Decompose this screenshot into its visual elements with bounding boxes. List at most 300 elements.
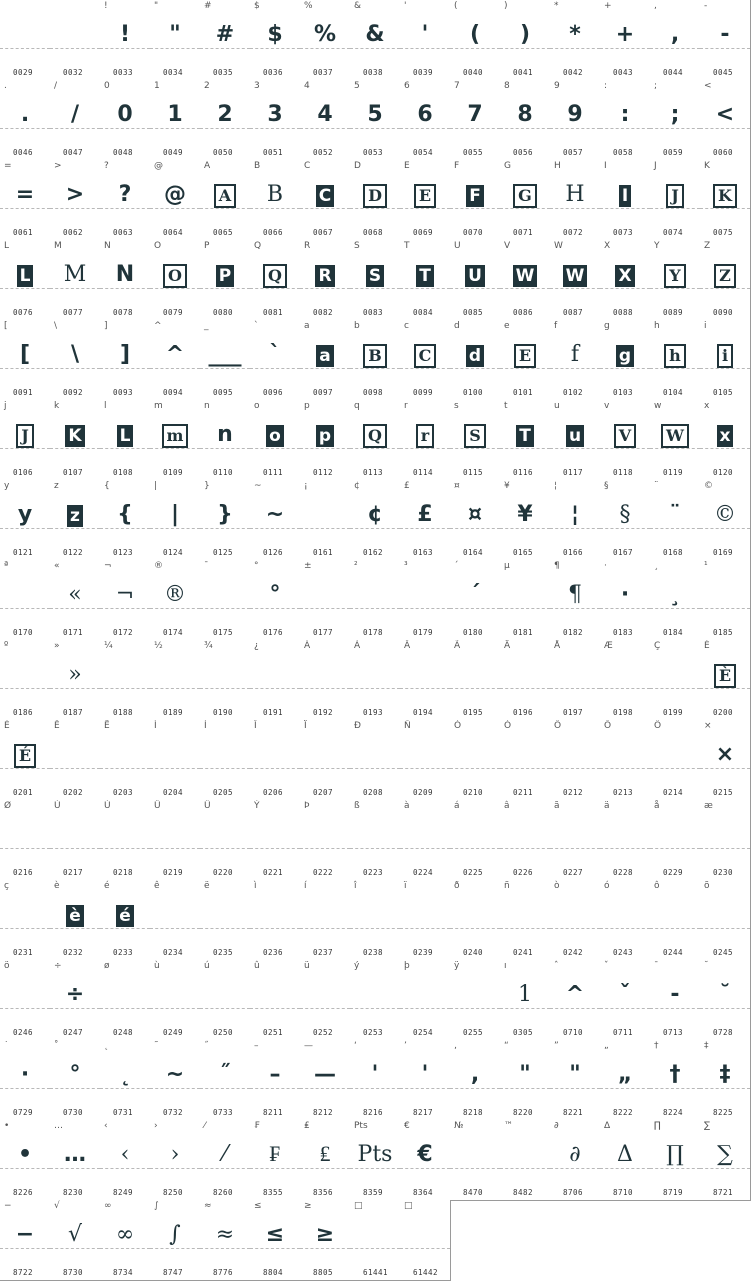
glyph-cell [150,640,201,721]
glyph-cell [500,640,551,721]
code-label: 0711 [613,1028,634,1037]
code-label: 0121 [13,548,34,557]
glyph-preview: 0 [117,102,133,127]
character-label: » [54,641,60,651]
character-label: É [4,721,10,731]
code-label: 0097 [313,388,334,397]
glyph-preview: * [569,22,581,47]
character-label: ˝ [204,1041,209,1051]
glyph-cell [450,880,501,961]
character-label: 0 [104,81,110,91]
code-label: 0038 [363,68,384,77]
code-label: 0184 [663,628,684,637]
code-label: 0092 [63,388,84,397]
glyph-cell [400,720,451,801]
glyph-preview: Q [350,420,400,450]
code-label: 0204 [163,788,184,797]
code-label: 0123 [113,548,134,557]
glyph-cell [150,1040,201,1121]
glyph-preview: [ [19,342,31,367]
code-label: 0046 [13,148,34,157]
glyph-preview: D [350,180,400,210]
character-label: l [104,401,107,411]
code-label: 8225 [713,1108,734,1117]
character-label: Δ [604,1121,611,1131]
glyph-cell [50,1200,101,1281]
character-label: Þ [304,801,310,811]
glyph-preview: n [217,422,233,447]
code-label: 0224 [413,868,434,877]
character-label: i [704,321,707,331]
baseline-guide [450,848,500,849]
glyph-cell [550,320,601,401]
character-label: Æ [604,641,613,651]
code-label: 0174 [163,628,184,637]
glyph-cell [300,400,351,481]
glyph-cell [100,640,151,721]
glyph-preview: A [200,180,250,210]
baseline-guide [450,1168,500,1169]
code-label: 0212 [563,788,584,797]
character-label: 1 [154,81,160,91]
glyph-cell [450,400,501,481]
glyph-cell [350,160,401,241]
character-label: ‚ [454,1041,457,1051]
glyph-preview: — [314,1062,336,1087]
character-label: ∑ [704,1121,711,1131]
glyph-cell [150,240,201,321]
glyph-preview: 8 [517,102,533,127]
character-label: ¯ [204,561,209,571]
baseline-guide [650,928,700,929]
glyph-cell [50,1040,101,1121]
character-label: ¥ [504,481,510,491]
character-label: Ñ [404,721,411,731]
character-label: □ [404,1201,413,1211]
character-label: á [454,801,460,811]
glyph-preview: m [150,420,200,450]
code-label: 0115 [463,468,484,477]
baseline-guide [650,768,700,769]
glyph-preview: " [169,22,181,47]
glyph-cell [650,560,701,641]
glyph-preview: = [15,182,35,207]
code-label: 0731 [113,1108,134,1117]
code-label: 0163 [413,548,434,557]
character-label: q [354,401,360,411]
code-label: 0089 [663,308,684,317]
code-label: 0175 [213,628,234,637]
character-label: þ [404,961,410,971]
character-label: * [554,1,559,11]
baseline-guide [300,688,350,689]
glyph-cell [150,880,201,961]
character-label: õ [704,881,710,891]
glyph-cell [700,560,751,641]
code-label: 0194 [413,708,434,717]
character-label: \ [54,321,58,331]
code-label: 0227 [563,868,584,877]
glyph-cell [600,1120,651,1201]
glyph-cell [500,880,551,961]
character-label: é [104,881,110,891]
baseline-guide [600,928,650,929]
glyph-cell [100,0,151,81]
character-label: g [604,321,610,331]
glyph-cell [450,960,501,1041]
glyph-preview: J [0,420,50,450]
glyph-preview: W [550,260,600,290]
baseline-guide [700,928,750,929]
glyph-cell [200,80,251,161]
glyph-cell [0,480,51,561]
glyph-cell [250,80,301,161]
glyph-preview: a [300,340,350,370]
glyph-cell [300,1040,351,1121]
character-label: ¦ [554,481,558,491]
code-label: 0730 [63,1108,84,1117]
character-label: µ [504,561,510,571]
code-label: 0211 [513,788,534,797]
glyph-preview: « [68,582,82,607]
glyph-preview: ¥ [517,502,533,527]
glyph-cell [500,240,551,321]
code-label: 0077 [63,308,84,317]
glyph-cell [650,880,701,961]
baseline-guide [550,768,600,769]
glyph-preview: ⁄ [223,1142,227,1167]
character-label: Ð [354,721,361,731]
glyph-preview: 1 [518,982,532,1007]
character-label: : [604,81,608,91]
code-label: 0241 [513,948,534,957]
code-label: 0213 [613,788,634,797]
code-label: 0103 [613,388,634,397]
glyph-cell [700,480,751,561]
glyph-cell [500,0,551,81]
character-label: « [54,561,60,571]
code-label: 0242 [563,948,584,957]
glyph-cell [450,1040,501,1121]
character-label: Ë [104,721,110,731]
glyph-cell [500,720,551,801]
character-label: § [604,481,609,491]
baseline-guide [250,688,300,689]
code-label: 0110 [213,468,234,477]
character-label: k [54,401,60,411]
glyph-preview: Pts [357,1142,393,1167]
glyph-preview: " [519,1062,531,1087]
character-label: ; [654,81,658,91]
code-label: 0178 [363,628,384,637]
code-label: 0188 [113,708,134,717]
baseline-guide [500,1168,550,1169]
glyph-cell [450,320,501,401]
character-label: Ú [104,801,111,811]
glyph-preview: L [0,260,50,290]
character-label: X [604,241,611,251]
character-label: Á [354,641,361,651]
glyph-preview: $ [267,22,283,47]
glyph-preview: ≈ [215,1222,235,1247]
glyph-preview: È [700,660,750,690]
baseline-guide [450,928,500,929]
code-label: 0083 [363,308,384,317]
code-label: 0729 [13,1108,34,1117]
baseline-guide [250,928,300,929]
code-label: 8220 [513,1108,534,1117]
code-label: 0062 [63,228,84,237]
glyph-cell [100,720,151,801]
glyph-preview: − [15,1222,35,1247]
character-label: ì [254,881,257,891]
glyph-preview: B [266,182,284,207]
glyph-cell [600,480,651,561]
glyph-cell [600,560,651,641]
glyph-cell [400,320,451,401]
glyph-cell [450,1120,501,1201]
glyph-cell [600,160,651,241]
glyph-preview: H [565,182,585,207]
code-label: 0164 [463,548,484,557]
glyph-cell [700,0,751,81]
code-label: 0222 [313,868,334,877]
glyph-cell [650,960,701,1041]
character-label: H [554,161,561,171]
character-label: › [154,1121,158,1131]
glyph-cell [100,160,151,241]
glyph-cell [500,320,551,401]
code-label: 0074 [663,228,684,237]
glyph-preview: 4 [317,102,333,127]
character-label: ≈ [204,1201,212,1211]
baseline-guide [0,1008,50,1009]
glyph-cell [550,640,601,721]
code-label: 0109 [163,468,184,477]
character-label: ´ [454,561,459,571]
glyph-preview: ! [119,22,131,47]
character-label: 2 [204,81,210,91]
glyph-preview: ‡ [719,1062,731,1087]
baseline-guide [650,688,700,689]
character-label: ⁄ [204,1121,206,1131]
glyph-cell [700,400,751,481]
glyph-preview: ˇ [619,982,631,1007]
glyph-preview: X [600,260,650,290]
glyph-cell [550,240,601,321]
glyph-preview: z [50,500,100,530]
code-label: 0111 [263,468,284,477]
character-label: ˆ [554,961,559,971]
glyph-cell [650,1040,701,1121]
character-label: J [654,161,657,171]
code-label: 0106 [13,468,34,477]
glyph-preview: W [650,420,700,450]
character-label: ~ [254,481,262,491]
glyph-cell [550,800,601,881]
glyph-cell [550,1120,601,1201]
glyph-preview: \ [70,342,80,367]
code-label: 0056 [513,148,534,157]
character-label: ¾ [204,641,213,651]
code-label: 0215 [713,788,734,797]
character-label: ® [154,561,163,571]
code-label: 0181 [513,628,534,637]
baseline-guide [550,848,600,849]
code-label: 0206 [263,788,284,797]
code-label: 0082 [313,308,334,317]
character-label: % [304,1,313,11]
character-label: Ã [454,641,461,651]
glyph-preview: § [619,502,631,527]
code-label: 8211 [263,1108,284,1117]
character-label: Ü [204,801,211,811]
glyph-preview: W [500,260,550,290]
character-label: Í [204,721,207,731]
glyph-cell [350,240,401,321]
glyph-preview: É [0,740,50,770]
code-label: 0118 [613,468,634,477]
character-label: M [54,241,62,251]
character-label: ≥ [304,1201,312,1211]
glyph-preview: ¢ [367,502,383,527]
glyph-cell [400,1200,451,1281]
character-label: □ [354,1201,363,1211]
baseline-guide [350,848,400,849]
glyph-cell [350,1040,401,1121]
glyph-cell [0,400,51,481]
glyph-preview: ∑ [717,1142,733,1167]
character-label: U [454,241,461,251]
code-label: 0228 [613,868,634,877]
glyph-preview: ^ [165,342,185,367]
glyph-preview: g [600,340,650,370]
code-label: 0250 [213,1028,234,1037]
character-label: ú [204,961,210,971]
glyph-cell [600,240,651,321]
code-label: 8747 [163,1268,184,1277]
code-label: 0202 [63,788,84,797]
glyph-cell [50,80,101,161]
glyph-cell [0,560,51,641]
code-label: 8776 [213,1268,234,1277]
glyph-cell [200,0,251,81]
glyph-cell [450,0,501,81]
character-label: ∞ [104,1201,112,1211]
baseline-guide [350,768,400,769]
character-label: • [4,1121,10,1131]
character-label: _ [204,321,209,331]
code-label: 0237 [313,948,334,957]
glyph-cell [150,400,201,481]
glyph-preview: J [650,180,700,210]
character-label: p [304,401,310,411]
character-label: h [654,321,660,331]
glyph-preview: 9 [567,102,583,127]
character-label: ¤ [454,481,460,491]
glyph-cell [50,1120,101,1201]
glyph-preview: ' [371,1062,379,1087]
glyph-cell [50,880,101,961]
glyph-cell [650,80,701,161]
code-label: 0095 [213,388,234,397]
character-label: ‡ [704,1041,709,1051]
character-label: j [4,401,7,411]
glyph-cell [350,640,401,721]
glyph-cell [400,800,451,881]
baseline-guide [500,928,550,929]
character-label: | [154,481,158,491]
baseline-guide [200,768,250,769]
glyph-cell [300,160,351,241]
code-label: 0098 [363,388,384,397]
glyph-cell [500,160,551,241]
baseline-guide [300,928,350,929]
glyph-cell [300,720,351,801]
glyph-cell [250,240,301,321]
glyph-preview: d [450,340,500,370]
glyph-preview: o [250,420,300,450]
glyph-cell [300,960,351,1041]
baseline-guide [150,1008,200,1009]
character-label: $ [254,1,260,11]
code-label: 0233 [113,948,134,957]
code-label: 0042 [563,68,584,77]
glyph-preview: ∞ [115,1222,135,1247]
glyph-cell [100,80,151,161]
glyph-cell [0,0,51,81]
glyph-cell [550,0,601,81]
glyph-cell [700,1120,751,1201]
glyph-preview: è [50,900,100,930]
code-label: 0235 [213,948,234,957]
glyph-preview: R [300,260,350,290]
code-label: 0208 [363,788,384,797]
glyph-preview: N [115,262,135,287]
character-label: R [304,241,311,251]
code-label: 0112 [313,468,334,477]
glyph-cell [100,960,151,1041]
glyph-cell [550,960,601,1041]
glyph-cell [450,720,501,801]
glyph-preview: { [117,502,133,527]
glyph-cell [0,880,51,961]
character-label: Ò [454,721,462,731]
code-label: 0032 [63,68,84,77]
code-label: 0239 [413,948,434,957]
baseline-guide [100,848,150,849]
character-label: I [604,161,607,171]
glyph-cell [650,320,701,401]
code-label: 0059 [663,148,684,157]
character-label: 4 [304,81,310,91]
glyph-cell [700,880,751,961]
glyph-preview: … [64,1142,86,1167]
glyph-cell [450,240,501,321]
character-label: 8 [504,81,510,91]
character-label: ö [4,961,10,971]
glyph-cell [650,400,701,481]
character-label: B [254,161,261,171]
glyph-cell [550,480,601,561]
glyph-cell [600,640,651,721]
character-label: { [104,481,110,491]
character-label: ð [454,881,460,891]
glyph-preview: – [269,1062,281,1087]
glyph-cell [400,160,451,241]
character-label: ½ [154,641,163,651]
character-label: x [704,401,710,411]
